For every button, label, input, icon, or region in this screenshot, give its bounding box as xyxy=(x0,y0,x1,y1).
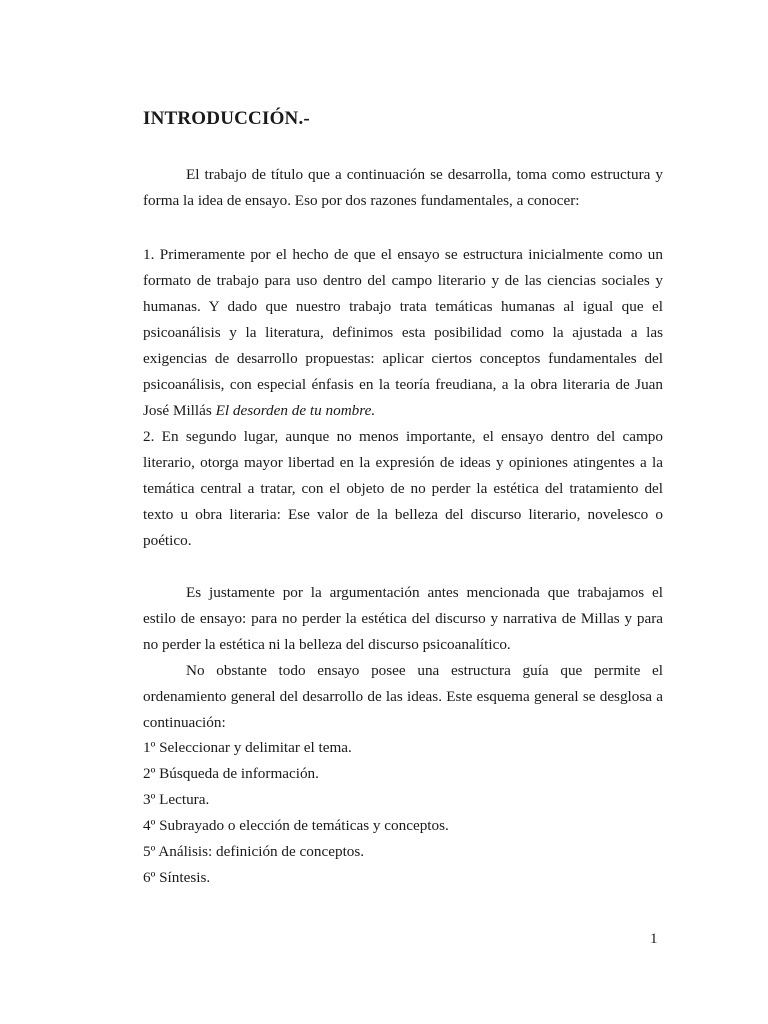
list-item: 5º Análisis: definición de conceptos. xyxy=(143,843,365,860)
list-item: 6º Síntesis. xyxy=(143,869,211,886)
page-number: 1 xyxy=(650,931,658,947)
page-title: INTRODUCCIÓN.- xyxy=(143,108,310,129)
list-item: 1º Seleccionar y delimitar el tema. xyxy=(143,739,352,756)
list-item: 2º Búsqueda de información. xyxy=(143,765,319,782)
steps-list xyxy=(143,735,449,891)
argument-paragraph: Es justamente por la argumentación antes mencionada que trabajamos el estilo de ensayo: para no perder la estética del discurso y narrativa de Millas y para no perder la estética ni la belleza del discurso psicoanalítico. xyxy=(143,584,663,653)
list-item: 4º Subrayado o elección de temáticas y conceptos. xyxy=(143,817,449,834)
book-title: El desorden de tu nombre. xyxy=(215,402,376,419)
point-two-paragraph: 2. En segundo lugar, aunque no menos importante, el ensayo dentro del campo literario, otorga mayor libertad en la expresión de ideas y opiniones atingentes a la temática central a tratar, con el objeto de no perder la estética del tratamiento del texto u obra literaria: Ese valor de la belleza del discurso literario, novelesco o poético. xyxy=(143,428,663,549)
point-one-text: 1. Primeramente por el hecho de que el ensayo se estructura inicialmente como un formato de trabajo para uso dentro del campo literario y de las ciencias sociales y humanas. Y dado que nuestro trabajo trata temáticas humanas al igual que el psicoanálisis y la literatura, definimos esta posibilidad como la ajustada a las exigencias de desarrollo propuestas: aplicar ciertos conceptos fundamentales del psicoanálisis, con especial énfasis en la teoría freudiana, a la obra literaria de Juan José Millás xyxy=(143,246,663,419)
structure-paragraph: No obstante todo ensayo posee una estructura guía que permite el ordenamiento general del desarrollo de las ideas. Este esquema general se desglosa a continuación: xyxy=(143,662,663,731)
point-one-paragraph xyxy=(143,242,663,424)
list-item: 3º Lectura. xyxy=(143,791,210,808)
intro-paragraph: El trabajo de título que a continuación se desarrolla, toma como estructura y forma la idea de ensayo. Eso por dos razones fundamentales, a conocer: xyxy=(143,166,663,209)
